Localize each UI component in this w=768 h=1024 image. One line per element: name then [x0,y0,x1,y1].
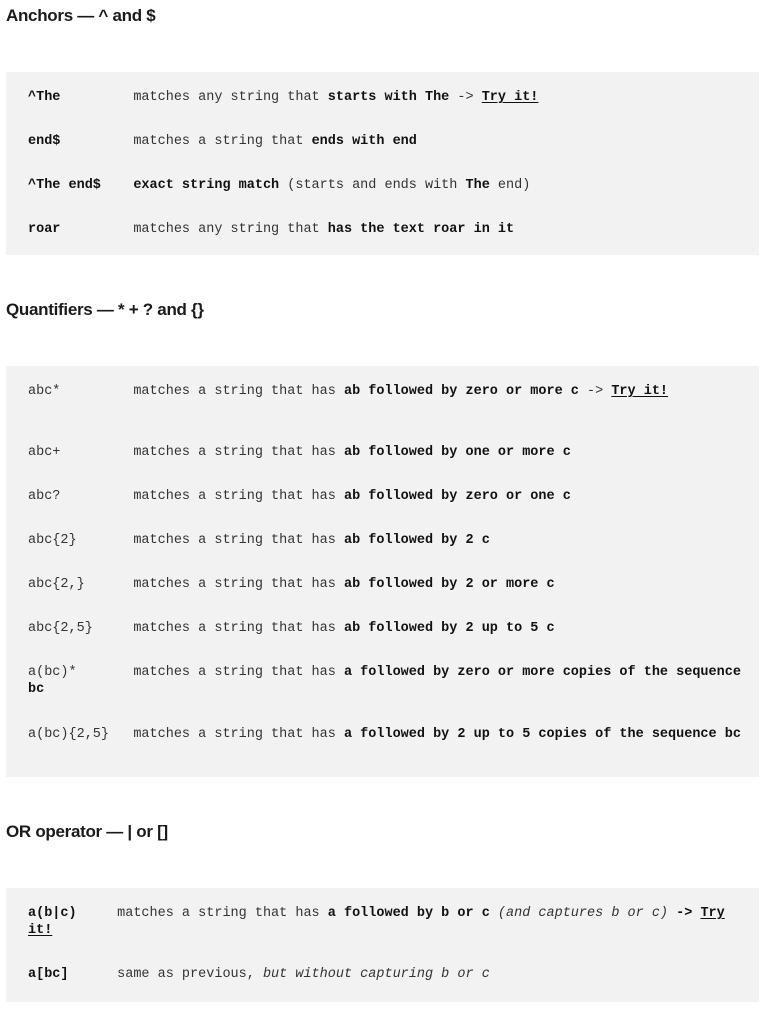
desc-bold: starts with The [327,90,450,105]
try-it-link[interactable]: Try it! [28,906,725,938]
pad [77,533,134,548]
quantifier-row [28,576,741,593]
pattern: a[bc] [28,967,69,982]
anchors-heading: Anchors — ^ and $ [6,6,156,25]
pad [77,665,134,680]
anchors-row-roar [28,221,741,238]
pad [60,384,133,399]
quantifier-row [28,620,741,637]
desc-bold-2: The [465,178,490,193]
pad [109,727,133,742]
pad [69,967,118,982]
or-operator-code-block [6,888,759,1002]
desc: matches a string that has [133,445,344,460]
desc: matches a string that [133,134,312,149]
desc-italic: (and captures b or c) [489,906,669,921]
desc: matches a string that has [133,621,344,636]
quantifier-row [28,664,741,698]
desc-tail: end) [489,178,531,193]
desc-bold: ab followed by 2 or more c [343,577,555,592]
desc-bold: ab followed by 2 up to 5 c [343,621,555,636]
try-it-link[interactable]: Try it! [611,384,669,399]
desc-bold: a followed by b or c [327,906,490,921]
desc-bold: ab followed by zero or one c [343,489,571,504]
pad [60,445,133,460]
pattern: abc* [28,384,61,399]
pattern: abc+ [28,445,61,460]
desc-bold: ab followed by zero or more c [343,384,579,399]
arrow: -> [449,90,482,105]
quantifier-row [28,488,741,505]
desc: (starts and ends with [279,178,466,193]
pad [77,906,118,921]
pattern: a(b|c) [28,906,77,921]
pattern: abc? [28,489,61,504]
or-operator-heading: OR operator — | or [] [6,822,168,841]
desc: matches any string that [133,222,328,237]
pattern: ^The end$ [28,178,101,193]
anchors-code-block [6,72,759,255]
desc: matches a string that has [133,384,344,399]
pattern: abc{2} [28,533,77,548]
quantifier-row [28,532,741,549]
desc-bold: ab followed by one or more c [343,445,571,460]
pad [60,90,133,105]
quantifier-row [28,726,741,743]
pad [101,178,133,193]
pattern: a(bc){2,5} [28,727,110,742]
or-row-no-capture [28,966,741,983]
anchors-row-starts [28,89,741,106]
pattern: roar [28,222,61,237]
desc-bold: has the text roar in it [327,222,515,237]
desc-bold: a followed by zero or more copies of the sequence bc [28,665,741,697]
desc: matches a string that has [133,577,344,592]
pad [60,489,133,504]
desc: same as previous, [117,967,263,982]
arrow: -> [578,384,612,399]
anchors-row-exact [28,177,741,194]
pattern: ^The [28,90,61,105]
desc: matches a string that has [117,906,328,921]
desc: matches a string that has [133,665,344,680]
desc-bold: exact string match [133,178,280,193]
arrow: -> [668,906,701,921]
desc: matches a string that has [133,727,344,742]
quantifier-row [28,444,741,461]
pad [60,134,133,149]
pad [85,577,134,592]
desc-bold: ends with end [311,134,417,149]
pattern: abc{2,5} [28,621,93,636]
pad [93,621,134,636]
pattern: a(bc)* [28,665,77,680]
or-row-capture [28,905,741,939]
desc: matches a string that has [133,489,344,504]
anchors-row-ends [28,133,741,150]
quantifier-row [28,383,741,400]
desc-bold: a followed by 2 up to 5 copies of the sequence bc [343,727,741,742]
desc-italic: but without capturing b or c [262,967,490,982]
try-it-link[interactable]: Try it! [481,90,539,105]
quantifiers-heading: Quantifiers — * + ? and {} [6,300,204,319]
desc: matches any string that [133,90,328,105]
pattern: abc{2,} [28,577,85,592]
pattern: end$ [28,134,61,149]
desc-bold: ab followed by 2 c [343,533,490,548]
desc: matches a string that has [133,533,344,548]
quantifiers-code-block [6,366,759,777]
pad [60,222,133,237]
